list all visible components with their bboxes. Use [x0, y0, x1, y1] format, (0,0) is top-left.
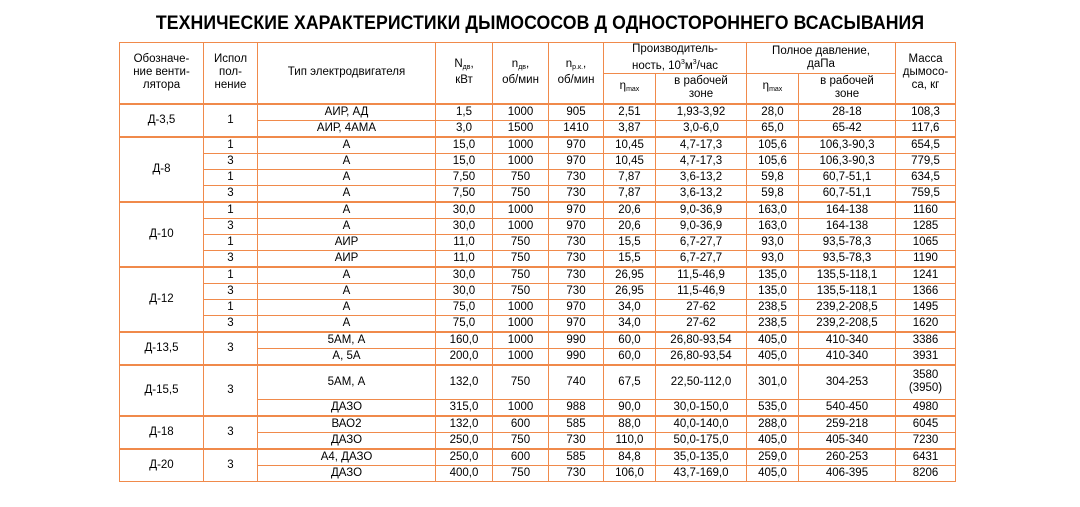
version-cell: 3	[204, 332, 258, 365]
mass-cell	[896, 365, 956, 400]
version-cell: 3	[204, 283, 258, 299]
page-title: ТЕХНИЧЕСКИЕ ХАРАКТЕРИСТИКИ ДЫМОСОСОВ Д ОДНОСТОРОННЕГО ВСАСЫВАНИЯ	[155, 13, 925, 34]
model-cell: Д-18	[120, 416, 204, 449]
wheel-speed-cell: 990	[549, 332, 604, 349]
mass-cell: 3931	[896, 348, 956, 365]
pressure-zone-cell: 304-253	[799, 365, 896, 400]
pressure-max-cell: 105,6	[747, 137, 799, 154]
table-row	[120, 365, 956, 400]
motor-type-cell: А	[258, 299, 436, 315]
power-cell: 75,0	[436, 315, 493, 332]
table-row	[120, 169, 956, 185]
mass-cell: 8206	[896, 465, 956, 481]
pressure-zone-cell: 135,5-118,1	[799, 283, 896, 299]
header-motor-speed: $n_{дв}$, об/мин	[493, 43, 549, 104]
version-cell: 3	[204, 416, 258, 449]
power-cell: 7,50	[436, 169, 493, 185]
motor-type-cell: ВАО2	[258, 416, 436, 433]
capacity-zone-cell: 26,80-93,54	[656, 348, 747, 365]
table-row	[120, 267, 956, 284]
motor-speed-cell: 1000	[493, 315, 549, 332]
capacity-max-cell: 26,95	[604, 267, 656, 284]
motor-type-cell: 5АМ, А	[258, 365, 436, 400]
header-capacity-zone: в рабочей зоне	[656, 74, 747, 104]
pressure-max-cell: 405,0	[747, 432, 799, 449]
capacity-zone-cell: 3,6-13,2	[656, 169, 747, 185]
wheel-speed-cell: 730	[549, 432, 604, 449]
power-cell: 15,0	[436, 137, 493, 154]
table-row	[120, 449, 956, 466]
motor-type-cell: А	[258, 202, 436, 219]
power-cell: 400,0	[436, 465, 493, 481]
version-cell: 3	[204, 315, 258, 332]
capacity-zone-cell: 9,0-36,9	[656, 202, 747, 219]
wheel-speed-cell: 1410	[549, 120, 604, 137]
mass-cell: 654,5	[896, 137, 956, 154]
specs-table	[119, 42, 956, 482]
header-pressure-max: $\eta_{max}$	[747, 74, 799, 104]
capacity-zone-cell: 30,0-150,0	[656, 399, 747, 416]
pressure-zone-cell: 239,2-208,5	[799, 299, 896, 315]
motor-type-cell: А	[258, 267, 436, 284]
power-cell: 3,0	[436, 120, 493, 137]
capacity-max-cell: 67,5	[604, 365, 656, 400]
version-cell: 1	[204, 234, 258, 250]
mass-cell: 1190	[896, 250, 956, 267]
motor-type-cell: А4, ДАЗО	[258, 449, 436, 466]
wheel-speed-cell: 730	[549, 169, 604, 185]
capacity-zone-cell: 3,6-13,2	[656, 185, 747, 202]
capacity-max-cell: 15,5	[604, 234, 656, 250]
mass-cell: 1065	[896, 234, 956, 250]
capacity-max-cell: 110,0	[604, 432, 656, 449]
pressure-max-cell: 163,0	[747, 202, 799, 219]
model-cell: Д-3,5	[120, 104, 204, 137]
capacity-max-cell: 2,51	[604, 104, 656, 121]
power-cell: 250,0	[436, 449, 493, 466]
wheel-speed-cell: 970	[549, 299, 604, 315]
motor-speed-cell: 750	[493, 250, 549, 267]
version-cell: 1	[204, 137, 258, 154]
capacity-zone-cell: 11,5-46,9	[656, 283, 747, 299]
motor-speed-cell: 1000	[493, 299, 549, 315]
capacity-zone-cell: 43,7-169,0	[656, 465, 747, 481]
table-row	[120, 218, 956, 234]
version-cell: 3	[204, 153, 258, 169]
power-cell: 30,0	[436, 283, 493, 299]
mass-cell: 779,5	[896, 153, 956, 169]
motor-type-cell: А	[258, 137, 436, 154]
header-capacity: Производитель- ность, $10^3м^3$/час	[604, 43, 747, 74]
pressure-max-cell: 238,5	[747, 315, 799, 332]
version-cell: 3	[204, 250, 258, 267]
pressure-max-cell: 93,0	[747, 234, 799, 250]
capacity-zone-cell: 1,93-3,92	[656, 104, 747, 121]
pressure-max-cell: 59,8	[747, 185, 799, 202]
motor-type-cell: А, 5А	[258, 348, 436, 365]
power-cell: 160,0	[436, 332, 493, 349]
mass-cell: 1495	[896, 299, 956, 315]
capacity-zone-cell: 35,0-135,0	[656, 449, 747, 466]
power-cell: 11,0	[436, 250, 493, 267]
wheel-speed-cell: 970	[549, 137, 604, 154]
mass-cell: 7230	[896, 432, 956, 449]
power-cell: 15,0	[436, 153, 493, 169]
pressure-max-cell: 288,0	[747, 416, 799, 433]
version-cell: 3	[204, 449, 258, 482]
capacity-max-cell: 34,0	[604, 299, 656, 315]
pressure-zone-cell: 259-218	[799, 416, 896, 433]
capacity-max-cell: 34,0	[604, 315, 656, 332]
mass-cell: 759,5	[896, 185, 956, 202]
motor-type-cell: АИР, 4АМА	[258, 120, 436, 137]
pressure-max-cell: 163,0	[747, 218, 799, 234]
pressure-max-cell: 259,0	[747, 449, 799, 466]
model-cell: Д-13,5	[120, 332, 204, 365]
pressure-max-cell: 405,0	[747, 465, 799, 481]
wheel-speed-cell: 730	[549, 234, 604, 250]
capacity-zone-cell: 4,7-17,3	[656, 153, 747, 169]
power-cell: 1,5	[436, 104, 493, 121]
motor-type-cell: АИР, АД	[258, 104, 436, 121]
motor-speed-cell: 750	[493, 432, 549, 449]
power-cell: 132,0	[436, 365, 493, 400]
pressure-zone-cell: 239,2-208,5	[799, 315, 896, 332]
pressure-max-cell: 135,0	[747, 267, 799, 284]
motor-type-cell: 5АМ, А	[258, 332, 436, 349]
pressure-zone-cell: 410-340	[799, 348, 896, 365]
wheel-speed-cell: 905	[549, 104, 604, 121]
header-pressure-zone: в рабочей зоне	[799, 74, 896, 104]
capacity-max-cell: 60,0	[604, 348, 656, 365]
motor-type-cell: А	[258, 185, 436, 202]
pressure-max-cell: 65,0	[747, 120, 799, 137]
version-cell: 3	[204, 218, 258, 234]
pressure-zone-cell: 135,5-118,1	[799, 267, 896, 284]
motor-type-cell: А	[258, 315, 436, 332]
pressure-max-cell: 535,0	[747, 399, 799, 416]
capacity-max-cell: 26,95	[604, 283, 656, 299]
version-cell: 1	[204, 299, 258, 315]
power-cell: 30,0	[436, 267, 493, 284]
wheel-speed-cell: 730	[549, 185, 604, 202]
mass-cell: 634,5	[896, 169, 956, 185]
power-cell: 11,0	[436, 234, 493, 250]
wheel-speed-cell: 970	[549, 218, 604, 234]
capacity-max-cell: 88,0	[604, 416, 656, 433]
motor-speed-cell: 1000	[493, 137, 549, 154]
pressure-max-cell: 405,0	[747, 348, 799, 365]
header-pressure: Полное давление, даПа	[747, 43, 896, 74]
motor-type-cell: А	[258, 218, 436, 234]
header-version: Испол пол- нение	[204, 43, 258, 104]
header-power: $N_{дв}$, кВт	[436, 43, 493, 104]
mass-cell: 6431	[896, 449, 956, 466]
motor-type-cell: ДАЗО	[258, 399, 436, 416]
pressure-max-cell: 135,0	[747, 283, 799, 299]
version-cell: 3	[204, 365, 258, 416]
wheel-speed-cell: 730	[549, 465, 604, 481]
table-row	[120, 104, 956, 121]
capacity-zone-cell: 11,5-46,9	[656, 267, 747, 284]
pressure-zone-cell: 406-395	[799, 465, 896, 481]
motor-speed-cell: 750	[493, 234, 549, 250]
power-cell: 200,0	[436, 348, 493, 365]
wheel-speed-cell: 970	[549, 202, 604, 219]
capacity-zone-cell: 6,7-27,7	[656, 250, 747, 267]
pressure-zone-cell: 164-138	[799, 202, 896, 219]
capacity-zone-cell: 4,7-17,3	[656, 137, 747, 154]
motor-type-cell: А	[258, 169, 436, 185]
motor-type-cell: ДАЗО	[258, 465, 436, 481]
table-row	[120, 332, 956, 349]
header-capacity-max: $\eta_{max}$	[604, 74, 656, 104]
capacity-zone-cell: 50,0-175,0	[656, 432, 747, 449]
motor-speed-cell: 750	[493, 365, 549, 400]
motor-type-cell: АИР	[258, 250, 436, 267]
pressure-max-cell: 301,0	[747, 365, 799, 400]
pressure-zone-cell: 60,7-51,1	[799, 169, 896, 185]
motor-type-cell: А	[258, 153, 436, 169]
capacity-max-cell: 20,6	[604, 218, 656, 234]
power-cell: 315,0	[436, 399, 493, 416]
pressure-zone-cell: 106,3-90,3	[799, 153, 896, 169]
pressure-zone-cell: 93,5-78,3	[799, 234, 896, 250]
capacity-zone-cell: 3,0-6,0	[656, 120, 747, 137]
motor-speed-cell: 1000	[493, 399, 549, 416]
mass-cell: 1285	[896, 218, 956, 234]
capacity-max-cell: 10,45	[604, 153, 656, 169]
pressure-max-cell: 28,0	[747, 104, 799, 121]
header-wheel-speed: $n_{р.к.}$, об/мин	[549, 43, 604, 104]
model-cell: Д-15,5	[120, 365, 204, 416]
pressure-zone-cell: 410-340	[799, 332, 896, 349]
capacity-max-cell: 90,0	[604, 399, 656, 416]
motor-speed-cell: 1000	[493, 202, 549, 219]
pressure-max-cell: 93,0	[747, 250, 799, 267]
capacity-zone-cell: 6,7-27,7	[656, 234, 747, 250]
motor-type-cell: АИР	[258, 234, 436, 250]
motor-speed-cell: 1000	[493, 332, 549, 349]
motor-speed-cell: 600	[493, 416, 549, 433]
mass-cell: 6045	[896, 416, 956, 433]
model-cell: Д-10	[120, 202, 204, 267]
motor-type-cell: А	[258, 283, 436, 299]
pressure-zone-cell: 65-42	[799, 120, 896, 137]
power-cell: 30,0	[436, 218, 493, 234]
table-row	[120, 250, 956, 267]
mass-cell: 1366	[896, 283, 956, 299]
capacity-zone-cell: 40,0-140,0	[656, 416, 747, 433]
capacity-max-cell: 84,8	[604, 449, 656, 466]
pressure-zone-cell: 405-340	[799, 432, 896, 449]
wheel-speed-cell: 970	[549, 315, 604, 332]
mass-cell: 108,3	[896, 104, 956, 121]
capacity-zone-cell: 27-62	[656, 315, 747, 332]
wheel-speed-cell: 585	[549, 449, 604, 466]
motor-speed-cell: 1500	[493, 120, 549, 137]
version-cell: 1	[204, 267, 258, 284]
capacity-max-cell: 106,0	[604, 465, 656, 481]
motor-speed-cell: 750	[493, 283, 549, 299]
mass-cell: 3386	[896, 332, 956, 349]
table-row	[120, 185, 956, 202]
table-row	[120, 416, 956, 433]
mass-value: 3580	[912, 369, 939, 381]
capacity-zone-cell: 26,80-93,54	[656, 332, 747, 349]
power-cell: 132,0	[436, 416, 493, 433]
version-cell: 3	[204, 185, 258, 202]
motor-speed-cell: 1000	[493, 348, 549, 365]
power-cell: 30,0	[436, 202, 493, 219]
mass-cell: 1160	[896, 202, 956, 219]
power-cell: 7,50	[436, 185, 493, 202]
table-row	[120, 299, 956, 315]
capacity-max-cell: 10,45	[604, 137, 656, 154]
mass-alt-value: (3950)	[908, 382, 943, 394]
pressure-zone-cell: 93,5-78,3	[799, 250, 896, 267]
capacity-max-cell: 20,6	[604, 202, 656, 219]
pressure-zone-cell: 28-18	[799, 104, 896, 121]
table-row	[120, 234, 956, 250]
model-cell: Д-12	[120, 267, 204, 332]
pressure-zone-cell: 540-450	[799, 399, 896, 416]
wheel-speed-cell: 730	[549, 250, 604, 267]
motor-speed-cell: 1000	[493, 104, 549, 121]
header-designation: Обозначе- ние венти- лятора	[120, 43, 204, 104]
model-cell: Д-8	[120, 137, 204, 202]
version-cell: 1	[204, 169, 258, 185]
pressure-max-cell: 105,6	[747, 153, 799, 169]
table-row	[120, 137, 956, 154]
table-row	[120, 283, 956, 299]
pressure-zone-cell: 164-138	[799, 218, 896, 234]
pressure-max-cell: 59,8	[747, 169, 799, 185]
motor-speed-cell: 600	[493, 449, 549, 466]
table-row	[120, 153, 956, 169]
motor-type-cell: ДАЗО	[258, 432, 436, 449]
mass-cell: 1620	[896, 315, 956, 332]
wheel-speed-cell: 988	[549, 399, 604, 416]
mass-cell: 4980	[896, 399, 956, 416]
table-row	[120, 315, 956, 332]
capacity-max-cell: 60,0	[604, 332, 656, 349]
wheel-speed-cell: 730	[549, 267, 604, 284]
version-cell: 1	[204, 104, 258, 137]
mass-cell: 117,6	[896, 120, 956, 137]
table-row	[120, 202, 956, 219]
power-cell: 250,0	[436, 432, 493, 449]
pressure-zone-cell: 106,3-90,3	[799, 137, 896, 154]
mass-cell: 1241	[896, 267, 956, 284]
capacity-max-cell: 15,5	[604, 250, 656, 267]
model-cell: Д-20	[120, 449, 204, 482]
motor-speed-cell: 1000	[493, 218, 549, 234]
motor-speed-cell: 750	[493, 465, 549, 481]
pressure-max-cell: 238,5	[747, 299, 799, 315]
capacity-max-cell: 7,87	[604, 185, 656, 202]
header-mass: Масса дымосо- са, кг	[896, 43, 956, 104]
wheel-speed-cell: 585	[549, 416, 604, 433]
capacity-zone-cell: 27-62	[656, 299, 747, 315]
motor-speed-cell: 750	[493, 169, 549, 185]
capacity-zone-cell: 9,0-36,9	[656, 218, 747, 234]
version-cell: 1	[204, 202, 258, 219]
capacity-max-cell: 3,87	[604, 120, 656, 137]
capacity-max-cell: 7,87	[604, 169, 656, 185]
motor-speed-cell: 750	[493, 267, 549, 284]
wheel-speed-cell: 730	[549, 283, 604, 299]
wheel-speed-cell: 990	[549, 348, 604, 365]
motor-speed-cell: 750	[493, 185, 549, 202]
capacity-zone-cell: 22,50-112,0	[656, 365, 747, 400]
pressure-max-cell: 405,0	[747, 332, 799, 349]
header-motor-type: Тип электродвигателя	[258, 43, 436, 104]
motor-speed-cell: 1000	[493, 153, 549, 169]
pressure-zone-cell: 260-253	[799, 449, 896, 466]
wheel-speed-cell: 740	[549, 365, 604, 400]
pressure-zone-cell: 60,7-51,1	[799, 185, 896, 202]
power-cell: 75,0	[436, 299, 493, 315]
wheel-speed-cell: 970	[549, 153, 604, 169]
